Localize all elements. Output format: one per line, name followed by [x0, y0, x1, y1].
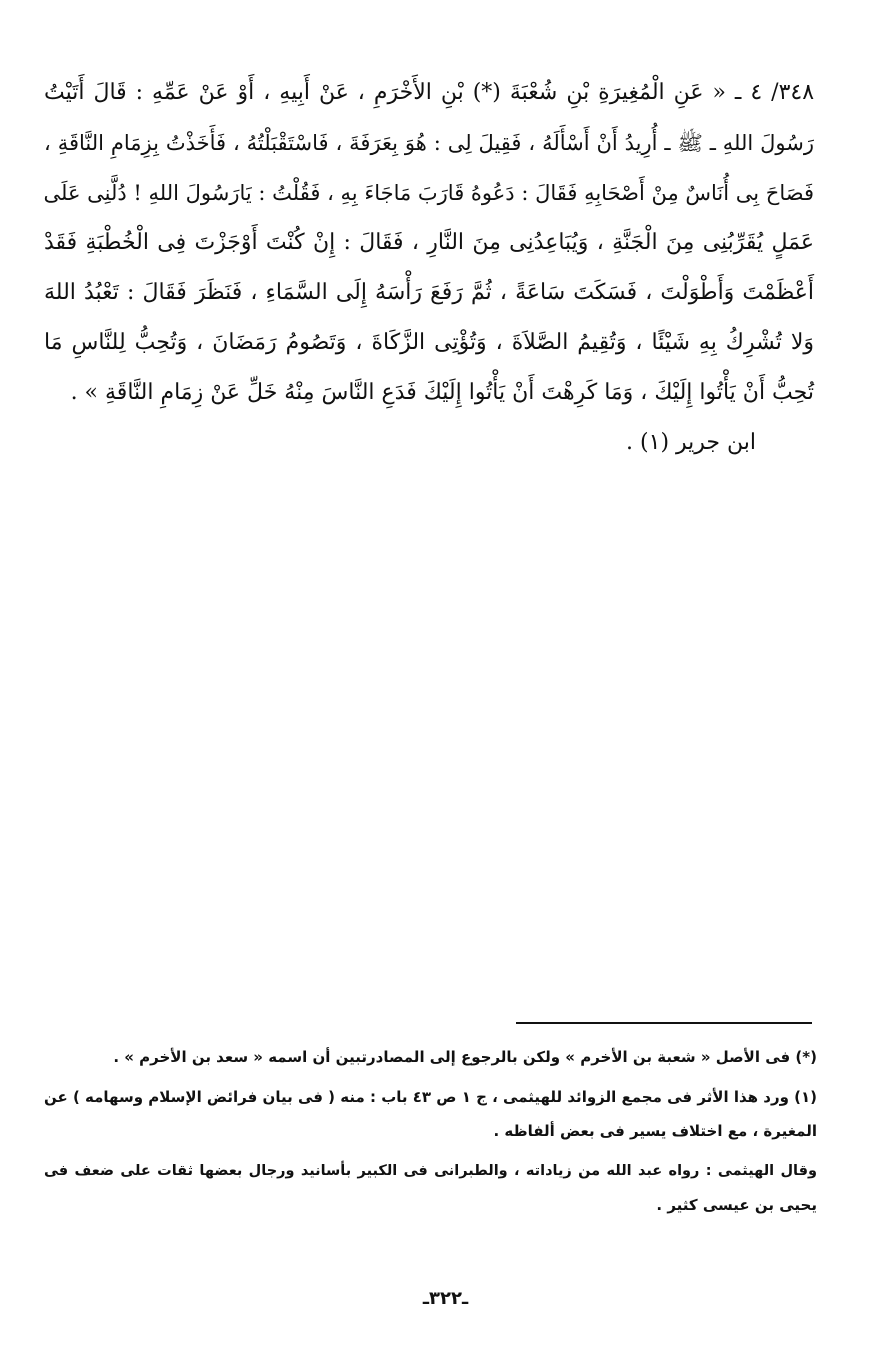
hadith-line: فَصَاحَ بِى أُنَاسٌ مِنْ أَصْحَابِهِ فَقَالَ : دَعُوهُ قَارَبَ مَاجَاءَ بِهِ ، فَقُلْتُ : يَارَسُولَ اللهِ ! دُلَّنِى عَلَى [43, 181, 814, 205]
footnotes [44, 1040, 817, 1222]
page-number: ـ٣٢٢ـ [422, 1288, 469, 1309]
footnote-2-line: وقال الهيثمى : رواه عبد الله من زياداته ، والطبرانى فى الكبير بأسانيد ورجال بعضها ثقات على ضعف فى [44, 1163, 817, 1179]
hadith-text [44, 68, 814, 468]
hadith-line: رَسُولَ اللهِ ـ ﷺ ـ أُرِيدُ أَنْ أَسْأَلَهُ ، فَقِيلَ لِى : هُوَ بِعَرَفَةَ ، فَاسْتَقْبَلْتُهُ ، فَأَخَذْتُ بِزِمَامِ النَّاقَةِ ، [44, 131, 814, 155]
footnote-star: (*) فى الأصل « شعبة بن الأخرم » ولكن بالرجوع إلى المصادرتبين أن اسمه « سعد بن الأخرم » . [113, 1048, 817, 1066]
footnote-separator [516, 1022, 812, 1024]
hadith-line: عَمَلٍ يُقَرِّبُنِى مِنَ الْجَنَّةِ ، وَيُبَاعِدُنِى مِنَ النَّارِ ، فَقَالَ : إِنْ كُنْتَ أَوْجَزْتَ فِى الْخُطْبَةِ فَقَدْ [44, 230, 814, 255]
source-citation: ابن جرير (١) . [626, 430, 756, 455]
hadith-line: وَلا تُشْرِكُ بِهِ شَيْئًا ، وَتُقِيمُ الصَّلاَةَ ، وَتُؤْتِى الزَّكَاةَ ، وَتَصُومُ رَمَضَانَ ، وَتُحِبُّ لِلنَّاسِ مَا [44, 330, 814, 355]
footnote-1-line: (١) ورد هذا الأثر فى مجمع الزوائد للهيثمى ، ج ١ ص ٤٣ باب : منه ( فى بيان فرائض الإسلام وسهامه ) عن [44, 1088, 817, 1106]
footnote-2-line: يحيى بن عيسى كثير . [656, 1196, 817, 1214]
hadith-line: تُحِبُّ أَنْ يَأْتُوا إِلَيْكَ ، وَمَا كَرِهْتَ أَنْ يَأْتُوا إِلَيْكَ فَدَعِ النَّاسَ مِنْهُ خَلِّ عَنْ زِمَامِ النَّاقَةِ » . [70, 380, 814, 405]
footnote-1-line: المغيرة ، مع اختلاف يسير فى بعض ألفاظه . [493, 1122, 817, 1140]
hadith-line: أَعْظَمْتَ وَأَطْوَلْتَ ، فَسَكَتَ سَاعَةً ، ثُمَّ رَفَعَ رَأْسَهُ إِلَى السَّمَاءِ ، فَنَظَرَ فَقَالَ : تَعْبُدُ اللهَ [44, 280, 814, 305]
hadith-line: ٣٤٨/ ٤ ـ « عَنِ الْمُغِيرَةِ بْنِ شُعْبَةَ (*) بْنِ الأَخْرَمِ ، عَنْ أَبِيهِ ، أَوْ عَنْ عَمِّهِ : قَالَ أَتَيْتُ [44, 80, 815, 105]
